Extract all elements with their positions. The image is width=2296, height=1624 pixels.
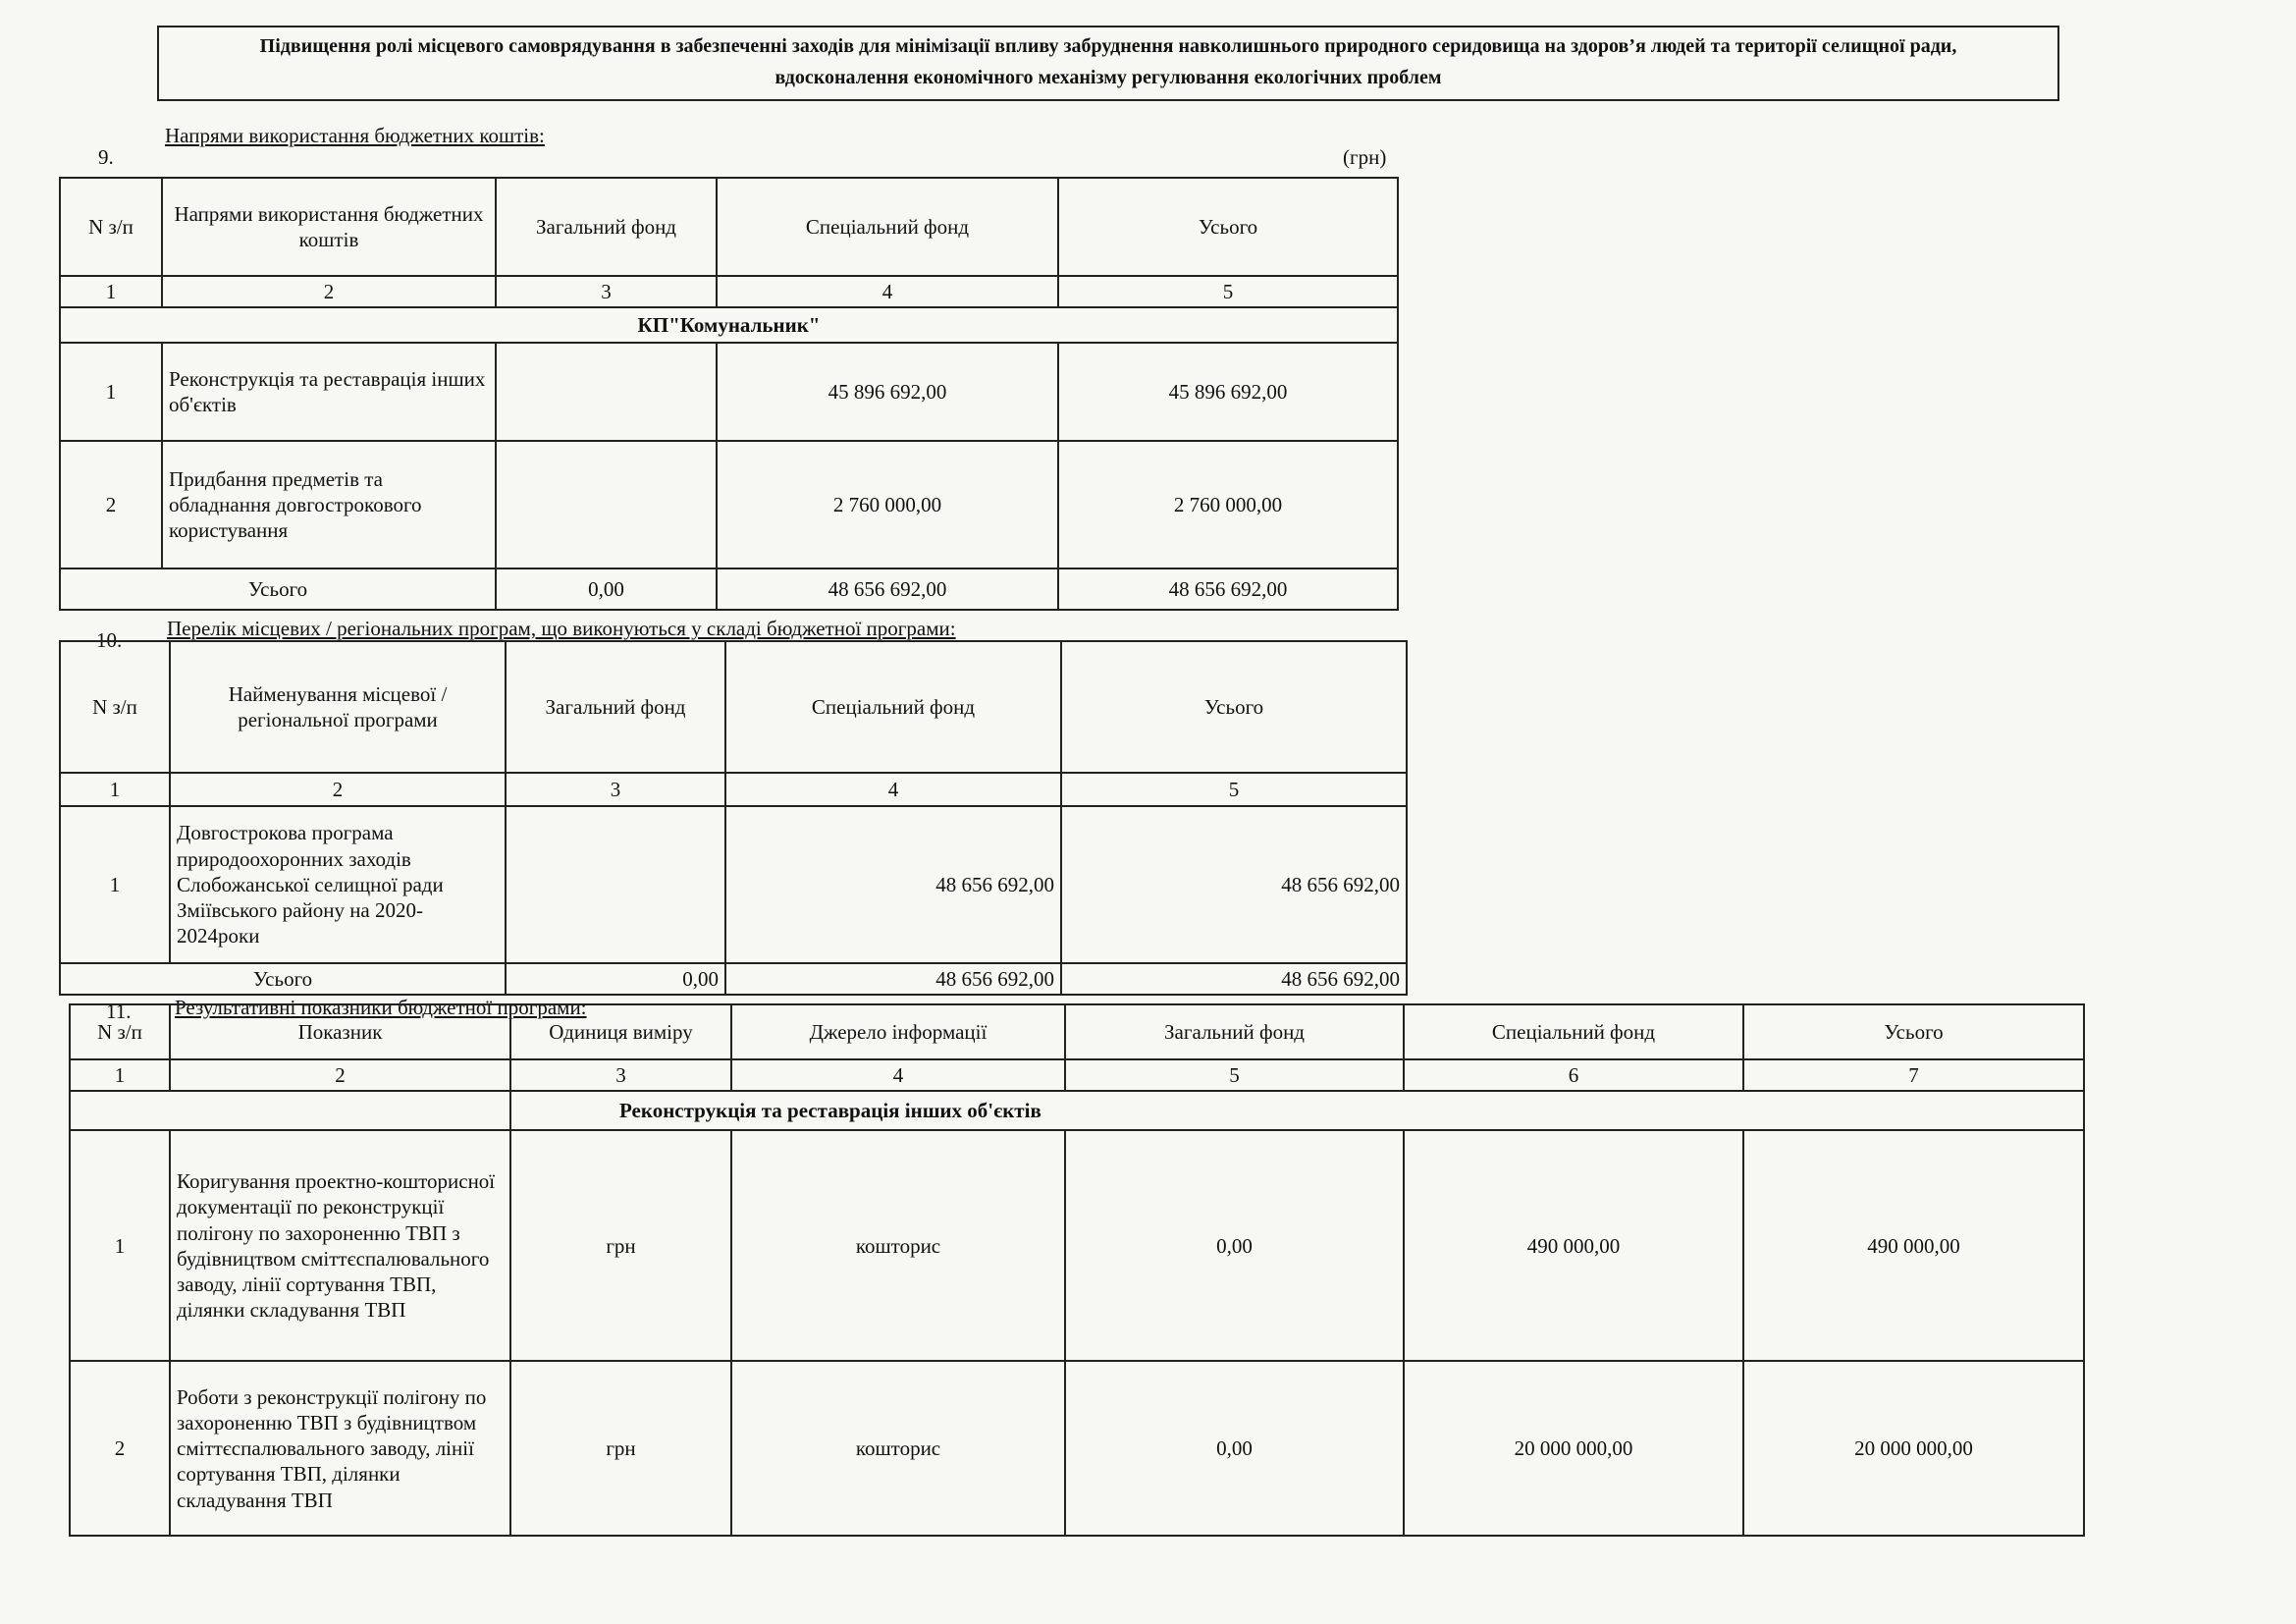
special-fund: 48 656 692,00 xyxy=(725,806,1061,963)
group-row xyxy=(70,1091,2084,1130)
col-header: Одиниця виміру xyxy=(510,1004,731,1059)
col-header: N з/п xyxy=(60,178,162,276)
special-fund: 45 896 692,00 xyxy=(717,343,1058,441)
general-fund-total: 0,00 xyxy=(496,568,717,610)
grand-total: 48 656 692,00 xyxy=(1058,568,1398,610)
total: 490 000,00 xyxy=(1743,1130,2084,1361)
col-number: 1 xyxy=(60,773,170,806)
info-source: кошторис xyxy=(731,1361,1065,1536)
section-9-number: 9. xyxy=(98,145,114,169)
total: 20 000 000,00 xyxy=(1743,1361,2084,1536)
info-source: кошторис xyxy=(731,1130,1065,1361)
performance-indicators-table xyxy=(69,1003,2085,1537)
special-fund: 490 000,00 xyxy=(1404,1130,1743,1361)
grand-total: 48 656 692,00 xyxy=(1061,963,1407,995)
col-header: Спеціальний фонд xyxy=(717,178,1058,276)
program-goal-box xyxy=(157,26,2059,101)
col-number: 5 xyxy=(1058,276,1398,307)
col-header: N з/п xyxy=(60,641,170,773)
general-fund: 0,00 xyxy=(1065,1361,1404,1536)
general-fund xyxy=(496,441,717,568)
group-spacer xyxy=(70,1091,510,1130)
row-number: 1 xyxy=(60,343,162,441)
program-name: Довгострокова програма природоохоронних заходів Слобожанської селищної ради Зміївського району на 2020-2024роки xyxy=(170,806,506,963)
col-number: 6 xyxy=(1404,1059,1743,1091)
row-number: 2 xyxy=(70,1361,170,1536)
column-number-row xyxy=(70,1059,2084,1091)
section-9-title: Напрями використання бюджетних коштів: xyxy=(165,124,545,147)
col-header: Напрями використання бюджетних коштів xyxy=(162,178,496,276)
group-title: КП"Комунальник" xyxy=(60,307,1398,343)
col-number: 2 xyxy=(162,276,496,307)
program-goal-line2: вдосконалення економічного механізму регулювання екологічних проблем xyxy=(774,67,1442,88)
col-header: N з/п xyxy=(70,1004,170,1059)
unit: грн xyxy=(510,1361,731,1536)
col-header: Усього xyxy=(1743,1004,2084,1059)
table-row xyxy=(60,806,1407,963)
col-header: Усього xyxy=(1058,178,1398,276)
special-fund: 20 000 000,00 xyxy=(1404,1361,1743,1536)
col-number: 3 xyxy=(506,773,725,806)
row-number: 1 xyxy=(70,1130,170,1361)
section-9-unit: (грн) xyxy=(1343,145,1387,169)
total: 45 896 692,00 xyxy=(1058,343,1398,441)
total-row xyxy=(60,568,1398,610)
special-fund-total: 48 656 692,00 xyxy=(725,963,1061,995)
total-label: Усього xyxy=(60,963,506,995)
program-goal-line1: Підвищення ролі місцевого самоврядування в забезпеченні заходів для мінімізації впливу забруднення навколишнього природного серидовища на здоров’я людей та території селищної ради, xyxy=(259,35,1957,57)
col-number: 1 xyxy=(60,276,162,307)
col-header: Найменування місцевої / регіональної програми xyxy=(170,641,506,773)
budget-directions-table xyxy=(59,177,1399,611)
general-fund-total: 0,00 xyxy=(506,963,725,995)
col-header: Джерело інформації xyxy=(731,1004,1065,1059)
group-row xyxy=(60,307,1398,343)
special-fund-total: 48 656 692,00 xyxy=(717,568,1058,610)
total: 48 656 692,00 xyxy=(1061,806,1407,963)
general-fund xyxy=(506,806,725,963)
total-label: Усього xyxy=(60,568,496,610)
row-number: 2 xyxy=(60,441,162,568)
table-row xyxy=(70,1361,2084,1536)
direction-name: Реконструкція та реставрація інших об'єктів xyxy=(162,343,496,441)
general-fund xyxy=(496,343,717,441)
col-header: Загальний фонд xyxy=(506,641,725,773)
col-header: Усього xyxy=(1061,641,1407,773)
col-header: Спеціальний фонд xyxy=(1404,1004,1743,1059)
table-header-row xyxy=(70,1004,2084,1059)
col-header: Показник xyxy=(170,1004,510,1059)
section-11-number: 11. xyxy=(106,1000,132,1023)
col-number: 4 xyxy=(731,1059,1065,1091)
col-number: 4 xyxy=(717,276,1058,307)
col-number: 3 xyxy=(496,276,717,307)
direction-name: Придбання предметів та обладнання довгострокового користування xyxy=(162,441,496,568)
local-programs-table xyxy=(59,640,1408,996)
col-header: Спеціальний фонд xyxy=(725,641,1061,773)
col-number: 3 xyxy=(510,1059,731,1091)
table-row xyxy=(70,1130,2084,1361)
col-number: 1 xyxy=(70,1059,170,1091)
group-title: Реконструкція та реставрація інших об'єктів xyxy=(510,1091,2084,1130)
table-header-row xyxy=(60,641,1407,773)
unit: грн xyxy=(510,1130,731,1361)
special-fund: 2 760 000,00 xyxy=(717,441,1058,568)
total-row xyxy=(60,963,1407,995)
column-number-row xyxy=(60,276,1398,307)
col-header: Загальний фонд xyxy=(496,178,717,276)
table-header-row xyxy=(60,178,1398,276)
col-number: 5 xyxy=(1065,1059,1404,1091)
section-11-title: Результативні показники бюджетної програми: xyxy=(175,996,587,1019)
section-10-title: Перелік місцевих / регіональних програм, що виконуються у складі бюджетної програми: xyxy=(167,617,956,640)
table-row xyxy=(60,343,1398,441)
column-number-row xyxy=(60,773,1407,806)
col-number: 2 xyxy=(170,773,506,806)
indicator-name: Коригування проектно-кошторисної документації по реконструкції полігону по захороненню ТВП з будівництвом сміттєспалювального заводу, лінії сортування ТВП, ділянки складування ТВП xyxy=(170,1130,510,1361)
indicator-name: Роботи з реконструкції полігону по захороненню ТВП з будівництвом сміттєспалювального заводу, лінії сортування ТВП, ділянки складування ТВП xyxy=(170,1361,510,1536)
total: 2 760 000,00 xyxy=(1058,441,1398,568)
row-number: 1 xyxy=(60,806,170,963)
section-10-number: 10. xyxy=(96,628,123,652)
general-fund: 0,00 xyxy=(1065,1130,1404,1361)
col-number: 4 xyxy=(725,773,1061,806)
table-row xyxy=(60,441,1398,568)
col-number: 7 xyxy=(1743,1059,2084,1091)
col-header: Загальний фонд xyxy=(1065,1004,1404,1059)
col-number: 2 xyxy=(170,1059,510,1091)
col-number: 5 xyxy=(1061,773,1407,806)
